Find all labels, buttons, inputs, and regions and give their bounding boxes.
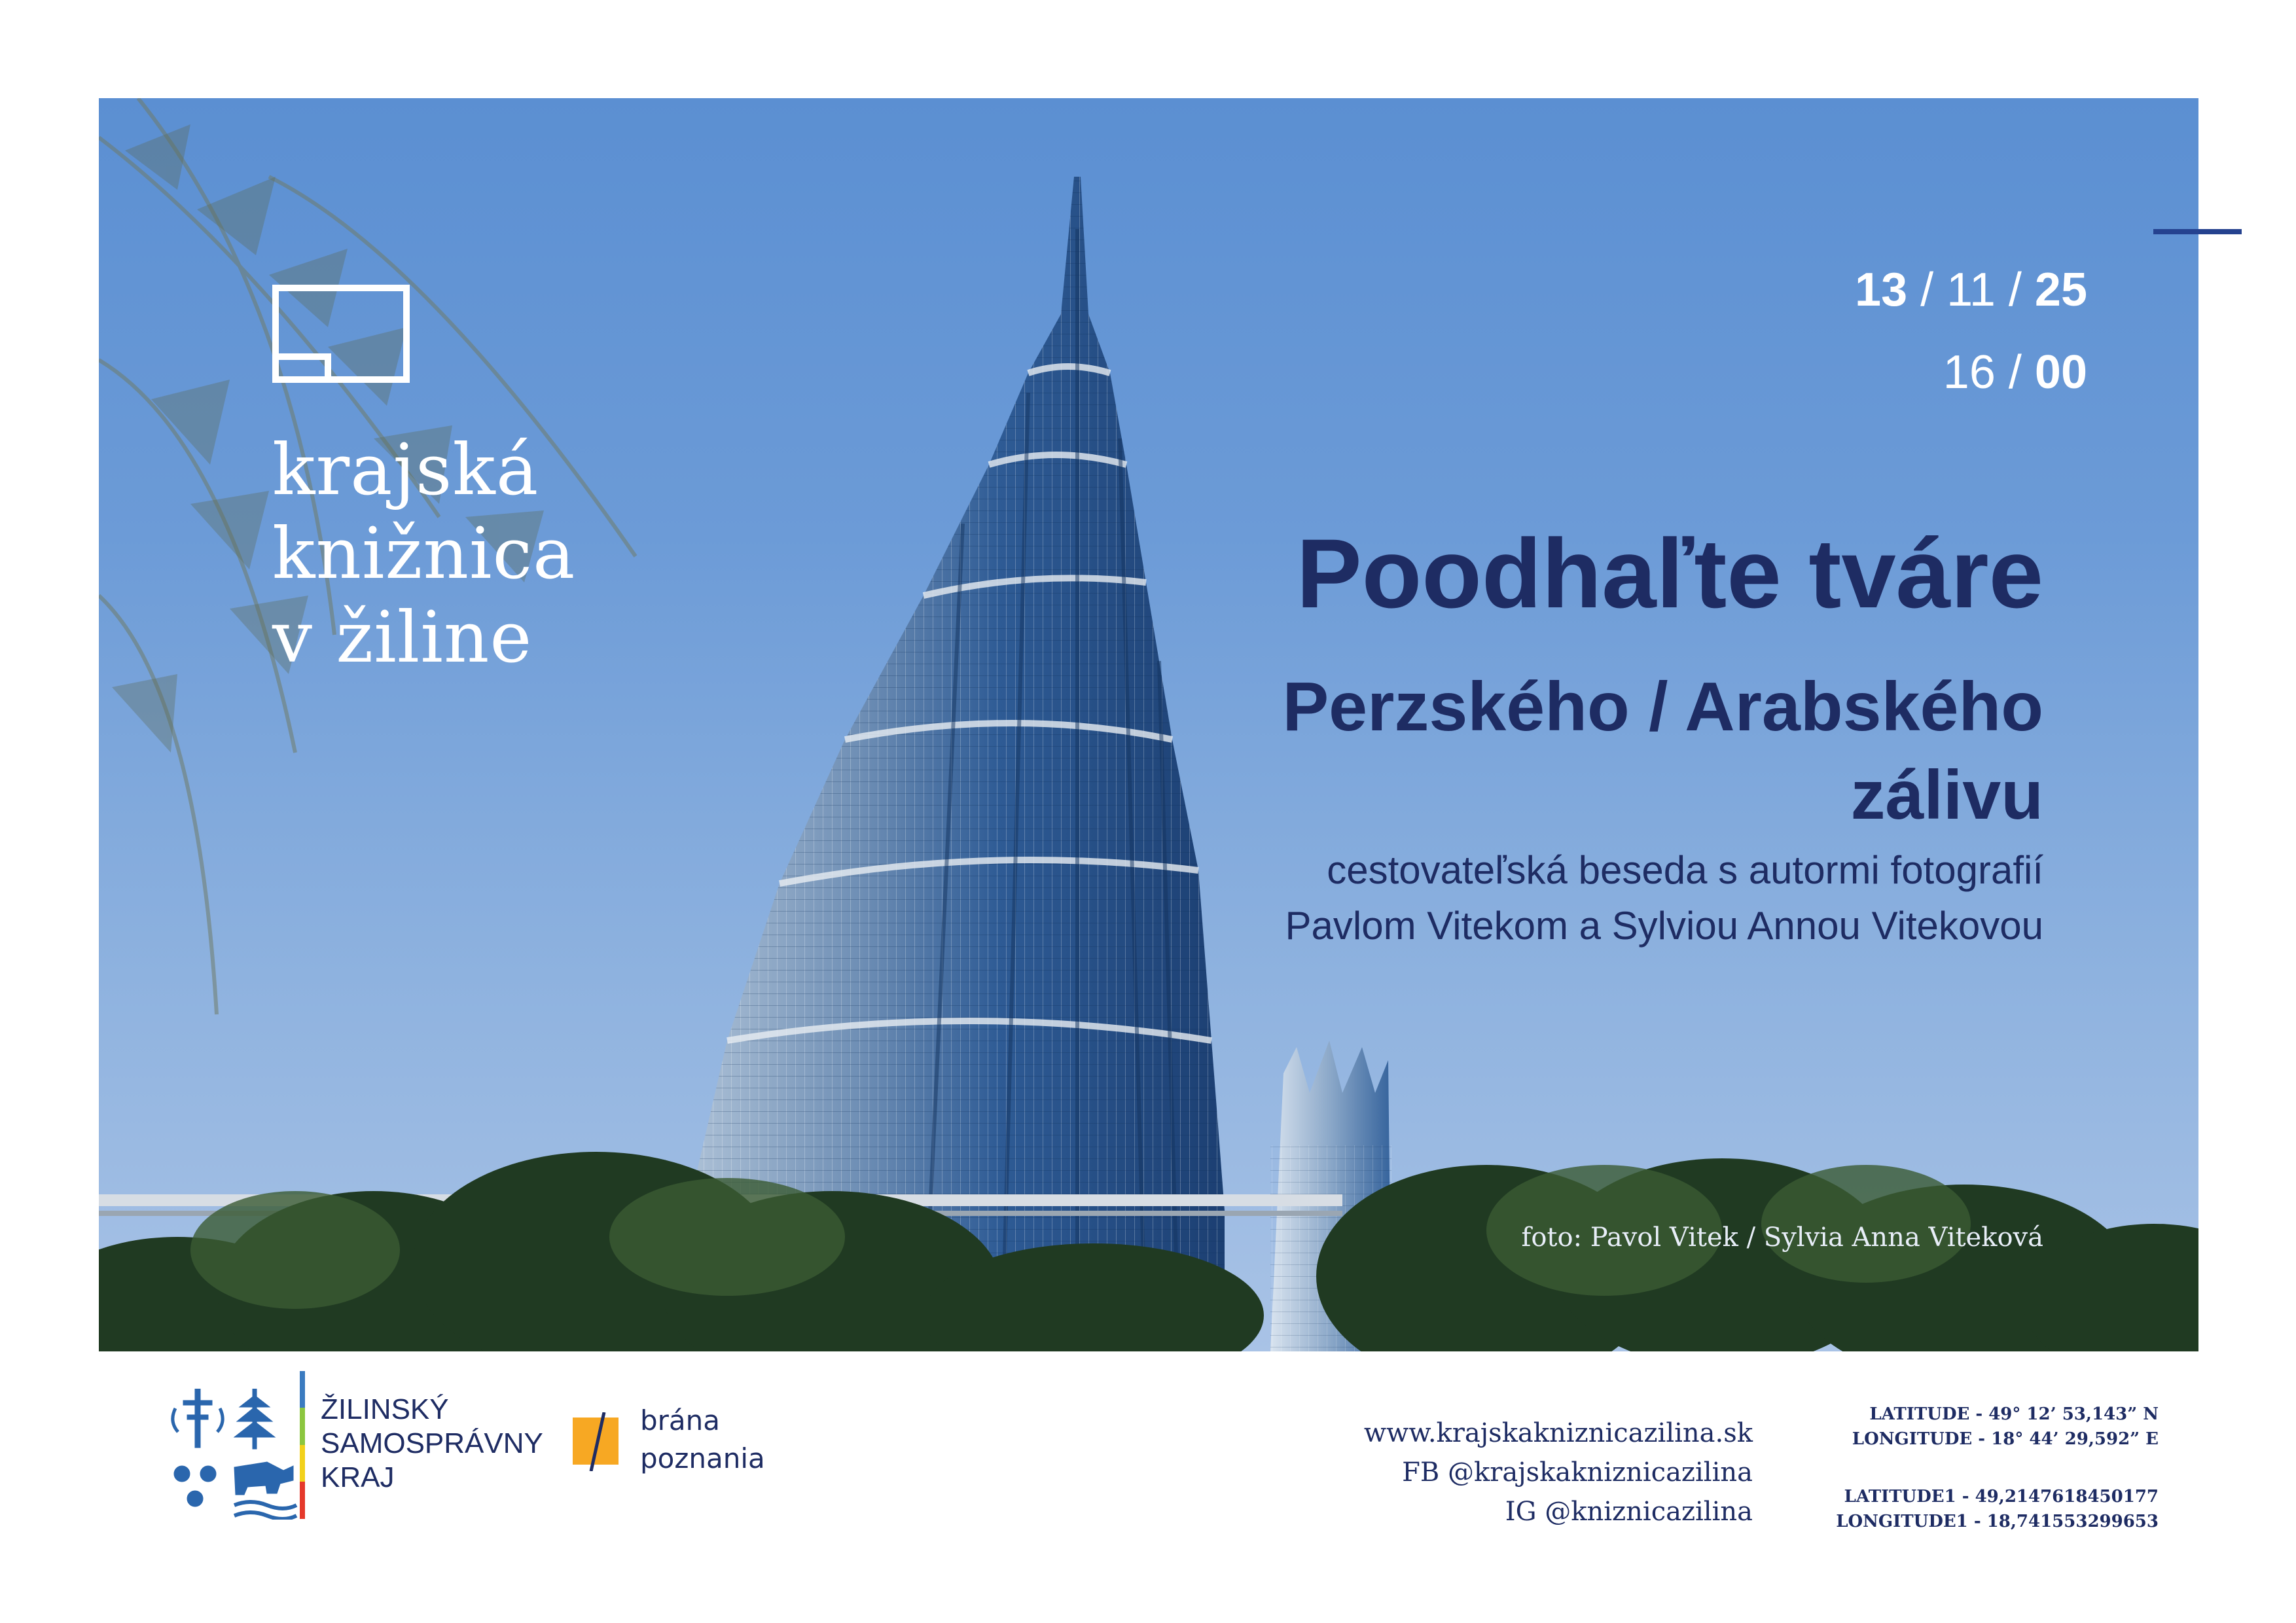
event-title-line2: Perzského / Arabského (1282, 668, 2043, 745)
zsk-line: KRAJ (321, 1461, 395, 1493)
date-separator: / (1907, 264, 1947, 316)
zsk-color-bar (300, 1371, 305, 1519)
photo-credit: foto: Pavol Vitek / Sylvia Anna Viteková (1521, 1222, 2043, 1253)
library-name-line: knižnica (272, 513, 576, 595)
time-hour: 16 (1943, 346, 1996, 399)
longitude-dms: LONGITUDE - 18° 44’ 29,592” E (1852, 1429, 2159, 1449)
latitude-decimal: LATITUDE1 - 49,2147618450177 (1844, 1487, 2159, 1507)
event-subtitle-line1: cestovateľská beseda s autormi fotografií (1327, 848, 2043, 892)
brana-poznania-wordmark (640, 1402, 765, 1478)
zsk-emblem-icon (169, 1389, 300, 1520)
brana-line: brána (640, 1404, 721, 1436)
date-accent-line (2153, 229, 2242, 234)
library-name-line: v žiline (272, 597, 533, 679)
event-subtitle-line2: Pavlom Vitekom a Sylviou Annou Vitekovou (1285, 904, 2043, 948)
longitude-decimal: LONGITUDE1 - 18,741553299653 (1836, 1512, 2159, 1531)
hero-photo (99, 98, 2198, 1351)
website-link[interactable]: www.krajskakniznicazilina.sk (1363, 1418, 1753, 1448)
library-name-line: krajská (272, 429, 539, 511)
event-time (1943, 346, 2087, 399)
time-separator: / (1995, 346, 2035, 399)
zsk-line: SAMOSPRÁVNY (321, 1427, 543, 1459)
brana-line: poznania (640, 1442, 765, 1474)
instagram-handle[interactable]: IG @kniznicazilina (1505, 1497, 1753, 1527)
facebook-handle[interactable]: FB @krajskakniznicazilina (1402, 1457, 1753, 1488)
zsk-wordmark (321, 1393, 543, 1495)
brana-poznania-icon (573, 1412, 622, 1471)
date-year: 25 (2034, 264, 2087, 316)
time-minute: 00 (2034, 346, 2087, 399)
date-month: 11 (1946, 264, 1996, 316)
event-title-line1: Poodhaľte tváre (1296, 518, 2043, 628)
event-title-line3: zálivu (1850, 757, 2043, 834)
latitude-dms: LATITUDE - 49° 12’ 53,143” N (1869, 1404, 2159, 1424)
gps-coordinates (1836, 1402, 2159, 1534)
library-name (272, 429, 575, 680)
library-logo-icon (272, 285, 410, 383)
date-separator: / (1995, 264, 2035, 316)
date-day: 13 (1855, 264, 1908, 316)
zsk-line: ŽILINSKÝ (321, 1393, 449, 1425)
contact-info (1364, 1414, 1753, 1531)
event-date (1855, 263, 2087, 317)
